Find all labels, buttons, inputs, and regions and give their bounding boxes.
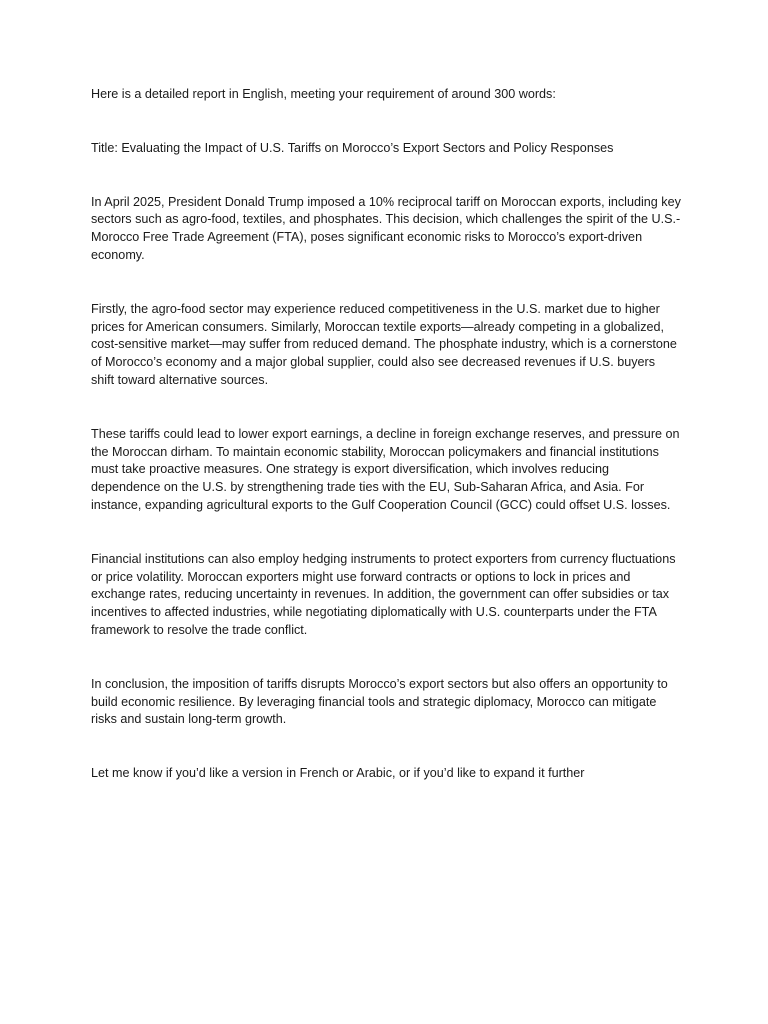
closing-line: Let me know if you’d like a version in French or Arabic, or if you’d like to expand it further [91,766,585,781]
document-body [91,86,681,783]
report-title: Title: Evaluating the Impact of U.S. Tariffs on Morocco’s Export Sectors and Policy Responses [91,140,614,155]
paragraph-tariff-announcement: In April 2025, President Donald Trump imposed a 10% reciprocal tariff on Moroccan exports, including key sectors such as agro-food, textiles, and phosphates. This decision, which challenges the spirit of the U.S.-Morocco Free Trade Agreement (FTA), poses significant economic risks to Morocco’s export-driven economy. [91,194,681,262]
paragraph-financial-tools: Financial institutions can also employ hedging instruments to protect exporters from currency fluctuations or price volatility. Moroccan exporters might use forward contracts or options to lock in prices and exchange rates, reducing uncertainty in revenues. In addition, the government can offer subsidies or tax incentives to affected industries, while negotiating diplomatically with U.S. counterparts under the FTA framework to resolve the trade conflict. [91,551,676,637]
paragraph-conclusion: In conclusion, the imposition of tariffs disrupts Morocco’s export sectors but also offers an opportunity to build economic resilience. By leveraging financial tools and strategic diplomacy, Morocco can mitigate risks and sustain long-term growth. [91,676,668,727]
paragraph-economic-effects: These tariffs could lead to lower export earnings, a decline in foreign exchange reserves, and pressure on the Moroccan dirham. To maintain economic stability, Moroccan policymakers and financial institutions must take proactive measures. One strategy is export diversification, which involves reducing dependence on the U.S. by strengthening trade ties with the EU, Sub-Saharan Africa, and Asia. For instance, expanding agricultural exports to the Gulf Cooperation Council (GCC) could offset U.S. losses. [91,426,680,512]
paragraph-sector-impacts: Firstly, the agro-food sector may experience reduced competitiveness in the U.S. market due to higher prices for American consumers. Similarly, Moroccan textile exports—already competing in a globalized, cost-sensitive market—may suffer from reduced demand. The phosphate industry, which is a cornerstone of Morocco’s economy and a major global supplier, could also see decreased revenues if U.S. buyers shift toward alternative sources. [91,301,677,387]
intro-line: Here is a detailed report in English, meeting your requirement of around 300 words: [91,87,556,101]
